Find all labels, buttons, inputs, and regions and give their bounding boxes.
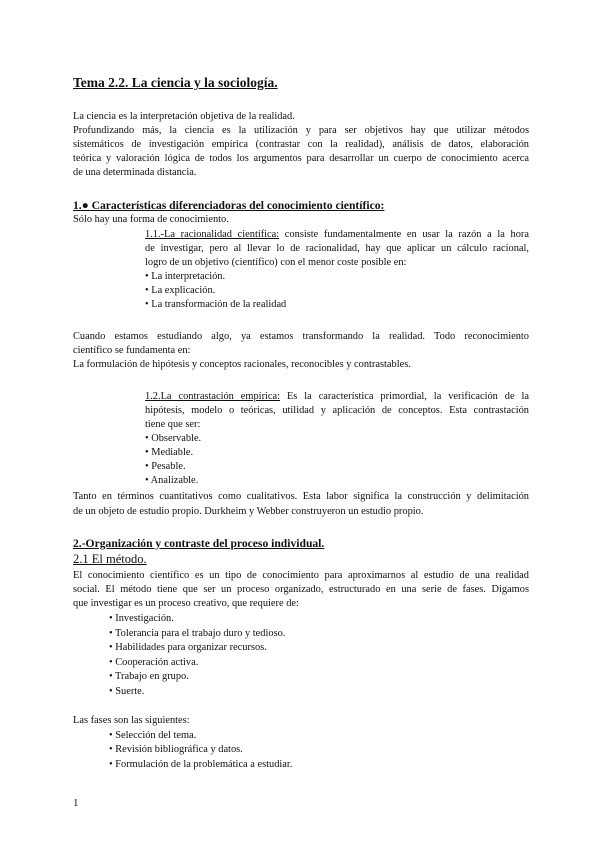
item-1-2-line: tiene que ser: (145, 419, 201, 430)
item-1-1-label: 1.1.-La racionalidad científica: (145, 229, 280, 240)
bullet-item: • Pesable. (145, 461, 186, 472)
section-1-closing-line: Tanto en términos cuantitativos como cualitativos. Esta labor significa la construcción y delimitación (73, 491, 529, 502)
item-1-2-first-line (145, 390, 529, 404)
section-2-1-heading: 2.1 El método. (73, 552, 147, 566)
section-1-heading: 1.● Características diferenciadoras del conocimiento científico: (73, 199, 385, 212)
intro-line: de una determinada distancia. (73, 167, 197, 178)
bullet-item: • La interpretación. (145, 271, 226, 282)
item-1-2-text: Es la característica primordial, la verificación de la (280, 391, 529, 402)
bullet-item: • Analizable. (145, 475, 199, 486)
bullet-item: • Revisión bibliográfica y datos. (109, 744, 243, 755)
section-2-paragraph-line: social. El método tiene que ser un proceso organizado, estructurado en una serie de fases. Digamos (73, 584, 529, 595)
item-1-2-label: 1.2.La contrastación empírica: (145, 391, 281, 402)
item-1-1-first-line (145, 228, 529, 242)
item-1-1-line: logro de un objetivo (científico) con el menor coste posible en: (145, 257, 407, 268)
page-number: 1 (73, 797, 79, 809)
section-1-closing-line: de un objeto de estudio propio. Durkheim y Webber construyeron un estudio propio. (73, 506, 424, 517)
intro-line: sistemáticos de investigación empírica (contrastar con la realidad), análisis de datos, elaboración (73, 139, 529, 150)
bullet-item: • Cooperación activa. (109, 657, 199, 668)
section-2-heading: 2.-Organización y contraste del proceso individual. (73, 537, 325, 550)
bullet-item: • Observable. (145, 433, 202, 444)
bullet-item: • Suerte. (109, 686, 145, 697)
intro-line: La ciencia es la interpretación objetiva de la realidad. (73, 111, 295, 122)
section-1-paragraph-line: La formulación de hipótesis y conceptos racionales, reconocibles y contrastables. (73, 359, 411, 370)
bullet-item: • La explicación. (145, 285, 216, 296)
bullet-item: • Trabajo en grupo. (109, 671, 189, 682)
section-1-subline: Sólo hay una forma de conocimiento. (73, 214, 229, 225)
item-1-2-line: hipótesis, modelo o teóricas, utilidad y aplicación de conceptos. Esta contrastación (145, 405, 529, 416)
bullet-item: • Investigación. (109, 613, 174, 624)
page-title: Tema 2.2. La ciencia y la sociología. (73, 75, 278, 90)
bullet-item: • Formulación de la problemática a estudiar. (109, 759, 293, 770)
bullet-item: • Selección del tema. (109, 730, 197, 741)
bullet-item: • Mediable. (145, 447, 194, 458)
section-2-paragraph-line: El conocimiento científico es un tipo de conocimiento para aproximarnos al estudio de una realidad (73, 570, 529, 581)
section-2-paragraph-line: que investigar es un proceso creativo, que requiere de: (73, 598, 299, 609)
item-1-1-text: consiste fundamentalmente en usar la razón a la hora (279, 229, 529, 240)
phases-intro: Las fases son las siguientes: (73, 715, 190, 726)
intro-line: teórica y valoración lógica de todos los argumentos para desarrollar un cuerpo de conocimiento acerca (73, 153, 529, 164)
bullet-item: • Tolerancia para el trabajo duro y tedioso. (109, 628, 286, 639)
section-1-paragraph-line: Cuando estamos estudiando algo, ya estamos transformando la realidad. Todo reconocimiento (73, 331, 529, 342)
bullet-item: • Habilidades para organizar recursos. (109, 642, 267, 653)
section-1-paragraph-line: científico se fundamenta en: (73, 345, 191, 356)
bullet-item: • La transformación de la realidad (145, 299, 287, 310)
intro-line: Profundizando más, la ciencia es la utilización y para ser objetivos hay que utilizar métodos (73, 125, 529, 136)
item-1-1-line: de investigar, pero al llevar lo de racionalidad, hay que aplicar un cálculo racional, (145, 243, 529, 254)
